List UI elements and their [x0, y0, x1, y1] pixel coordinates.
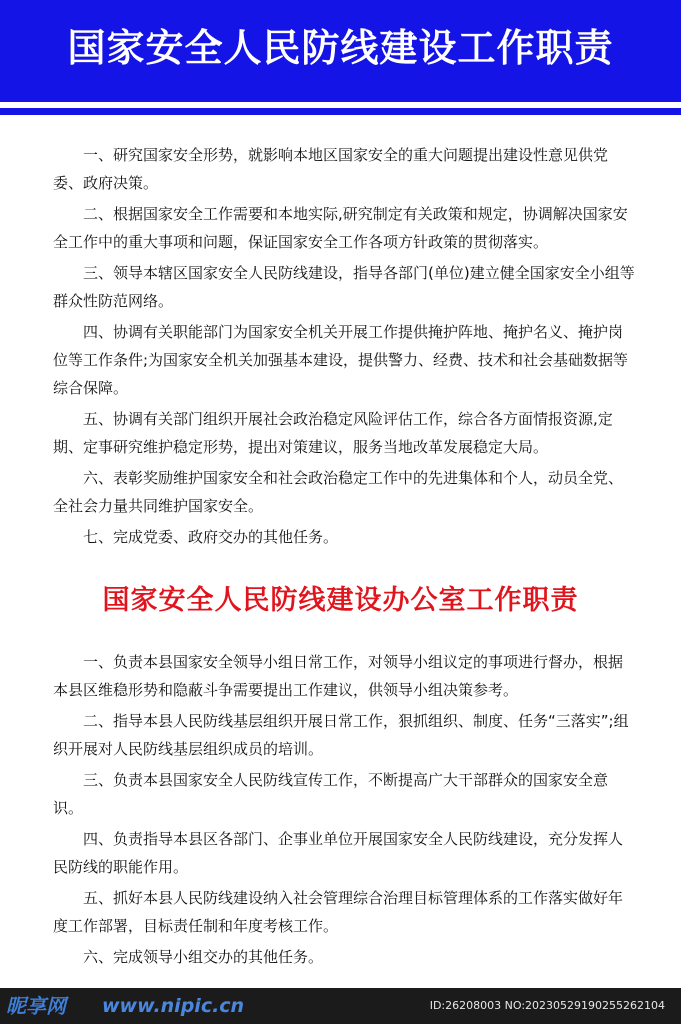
- duty-item: 六、完成领导小组交办的其他任务。: [83, 948, 324, 966]
- office-duties-title: 国家安全人民防线建设办公室工作职责: [102, 585, 579, 616]
- watermark-bar: [0, 988, 681, 1024]
- page-title: 国家安全人民防线建设工作职责: [67, 26, 614, 70]
- duty-item: 二、根据国家安全工作需要和本地实际,研究制定有关政策和规定，协调解决国家安全工作中的重大事项和问题，保证国家安全工作各项方针政策的贯彻落实。: [53, 205, 628, 251]
- duty-item: 三、领导本辖区国家安全人民防线建设，指导各部门(单位)建立健全国家安全小组等群众性防范网络。: [53, 264, 635, 310]
- watermark-url: www.nipic.cn: [102, 995, 245, 1017]
- duty-item: 三、负责本县国家安全人民防线宣传工作，不断提高广大干部群众的国家安全意识。: [53, 771, 609, 817]
- header-banner: [0, 0, 681, 102]
- duty-item: 五、抓好本县人民防线建设纳入社会管理综合治理目标管理体系的工作落实做好年度工作部署，目标责任制和年度考核工作。: [53, 889, 624, 935]
- duty-item: 四、协调有关职能部门为国家安全机关开展工作提供掩护阵地、掩护名义、掩护岗位等工作条件;为国家安全机关加强基本建设，提供警力、经费、技术和社会基础数据等综合保障。: [53, 323, 629, 397]
- duty-item: 七、完成党委、政府交办的其他任务。: [83, 528, 339, 546]
- duty-item: 二、指导本县人民防线基层组织开展日常工作，狠抓组织、制度、任务“三落实”;组织开展对人民防线基层组织成员的培训。: [53, 712, 629, 758]
- duties-list-main: [53, 141, 637, 554]
- duty-item: 一、研究国家安全形势，就影响本地区国家安全的重大问题提出建设性意见供党委、政府决策。: [53, 146, 609, 192]
- duty-item: 六、表彰奖励维护国家安全和社会政治稳定工作中的先进集体和个人，动员全党、全社会力量共同维护国家安全。: [53, 469, 624, 515]
- watermark-id: ID:26208003 NO:20230529190255262104: [429, 999, 665, 1012]
- watermark-logo: 昵享网: [6, 994, 66, 1018]
- header-divider: [0, 108, 681, 115]
- duties-list-office: [53, 648, 637, 974]
- duty-item: 四、负责指导本县区各部门、企事业单位开展国家安全人民防线建设，充分发挥人民防线的职能作用。: [53, 830, 624, 876]
- duty-item: 五、协调有关部门组织开展社会政治稳定风险评估工作，综合各方面情报资源,定期、定事研究维护稳定形势，提出对策建议，服务当地改革发展稳定大局。: [53, 410, 613, 456]
- duty-item: 一、负责本县国家安全领导小组日常工作，对领导小组议定的事项进行督办，根据本县区维稳形势和隐蔽斗争需要提出工作建议，供领导小组决策参考。: [53, 653, 624, 699]
